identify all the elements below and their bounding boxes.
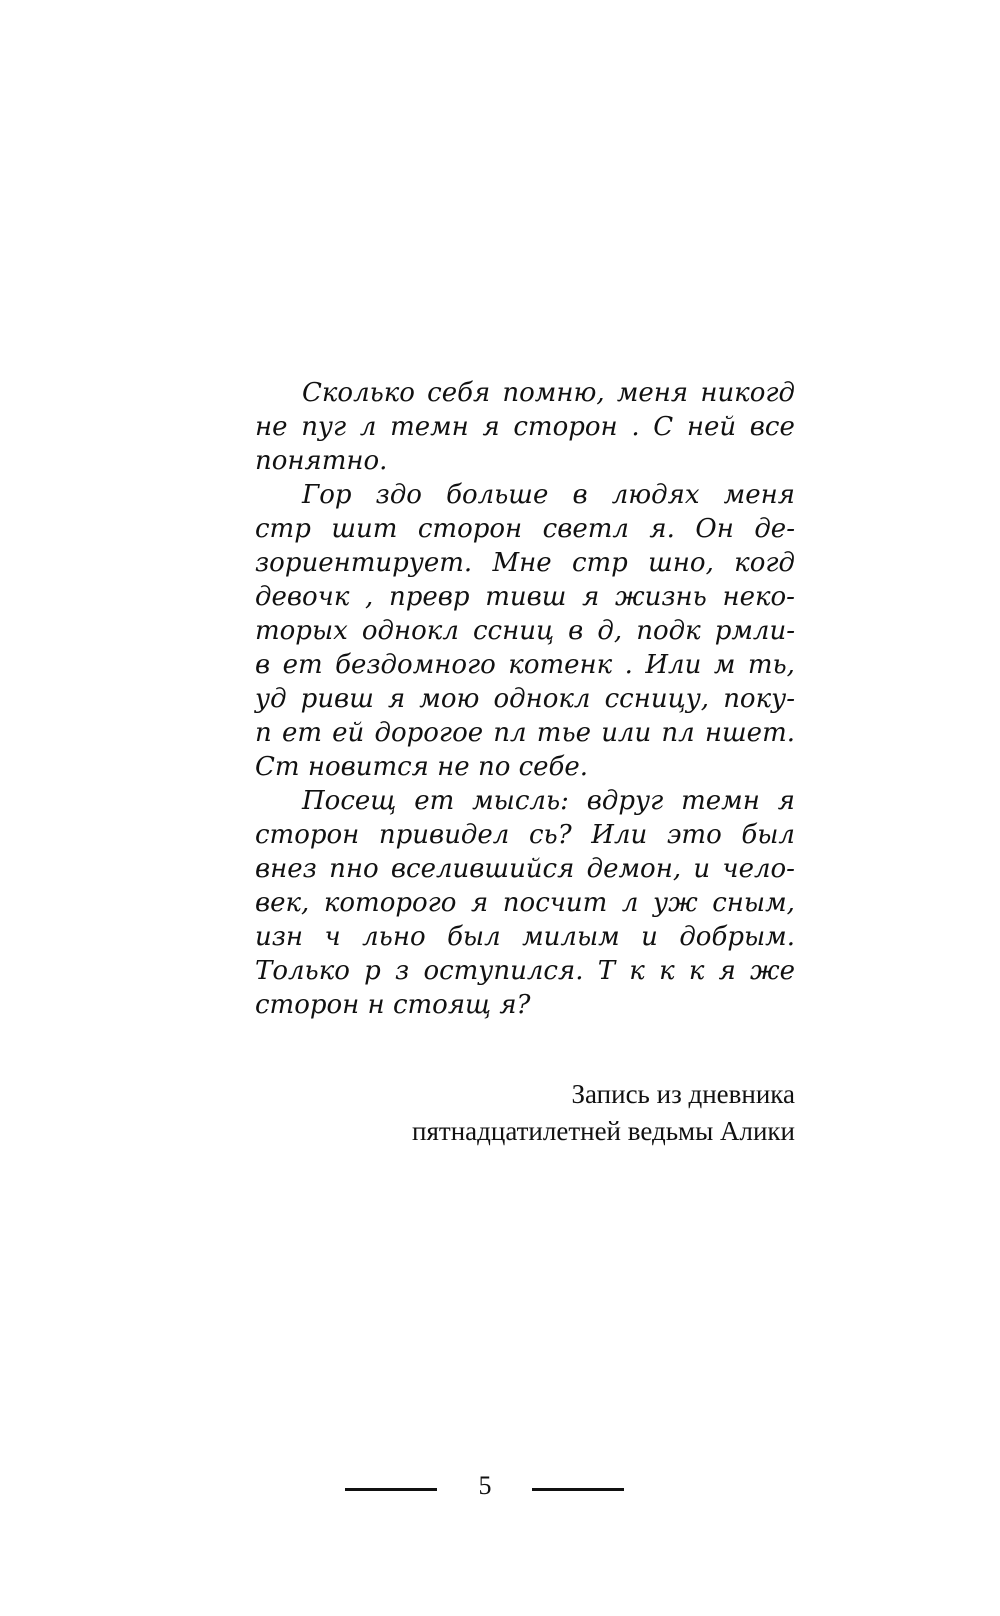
epigraph-word: я	[718, 956, 736, 986]
epigraph-line	[255, 546, 795, 580]
epigraph-word: тье	[536, 718, 591, 748]
footer-rule-left	[345, 1488, 437, 1491]
epigraph-word: з	[395, 956, 410, 986]
epigraph-word: светл	[542, 514, 629, 544]
epigraph-word: д,	[597, 616, 623, 646]
epigraph-word: уж	[653, 888, 698, 918]
epigraph-line	[255, 478, 795, 512]
epigraph-word: зориентирует.	[255, 548, 473, 578]
epigraph-word: я	[471, 888, 489, 918]
epigraph-word: поку-	[723, 684, 795, 714]
epigraph-word: в	[568, 616, 584, 646]
epigraph-line	[255, 784, 795, 818]
epigraph-line	[255, 716, 795, 750]
epigraph-word: Сколько	[302, 378, 415, 408]
epigraph-word: вдруг	[586, 786, 664, 816]
epigraph-word: .	[631, 412, 640, 442]
epigraph-word: которого	[323, 888, 457, 918]
footer-rule-right	[532, 1488, 624, 1491]
epigraph-word: уд	[255, 684, 287, 714]
epigraph-word: это	[666, 820, 722, 850]
epigraph-word: мою	[419, 684, 480, 714]
epigraph-word: когд	[734, 548, 795, 578]
epigraph-word: торых	[255, 616, 348, 646]
epigraph-line	[255, 954, 795, 988]
epigraph-line	[255, 648, 795, 682]
epigraph-word: ет	[282, 650, 323, 680]
page-number: 5	[478, 1471, 492, 1500]
epigraph-word: ншет.	[704, 718, 795, 748]
epigraph-word: себя	[427, 378, 491, 408]
epigraph-word: С	[653, 412, 674, 442]
epigraph-word: же	[750, 956, 795, 986]
epigraph-word: пл	[661, 718, 695, 748]
epigraph-word: не	[255, 412, 288, 442]
epigraph-line: сторон н стоящ я?	[255, 990, 531, 1020]
epigraph-word: темн	[681, 786, 760, 816]
epigraph-word: ть,	[747, 650, 795, 680]
epigraph-word: Только	[255, 956, 350, 986]
epigraph-word: девочк	[255, 582, 350, 612]
epigraph-word: ей	[332, 718, 365, 748]
epigraph-word: к	[659, 956, 675, 986]
epigraph-word: де-	[754, 514, 795, 544]
epigraph-word: неко-	[722, 582, 795, 612]
epigraph-line	[255, 818, 795, 852]
epigraph-word: стр	[255, 514, 311, 544]
epigraph-word: л	[359, 412, 377, 442]
epigraph-line	[255, 852, 795, 886]
epigraph-word: демон,	[586, 854, 682, 884]
epigraph-word: я	[387, 684, 406, 714]
epigraph-word: посчит	[502, 888, 608, 918]
epigraph-word: бездомного	[335, 650, 496, 680]
epigraph-word: я	[482, 412, 500, 442]
epigraph-word: пл	[493, 718, 527, 748]
epigraph-word: помню,	[502, 378, 605, 408]
epigraph-word: мысль:	[472, 786, 569, 816]
epigraph-word: привидел	[378, 820, 510, 850]
epigraph-word: и	[641, 922, 658, 952]
epigraph-word: вселившийся	[390, 854, 575, 884]
epigraph-word: Т	[597, 956, 616, 986]
epigraph-word: оступился.	[423, 956, 584, 986]
epigraph-line	[255, 614, 795, 648]
epigraph-word: был	[741, 820, 795, 850]
epigraph-word: был	[447, 922, 501, 952]
epigraph-line	[255, 920, 795, 954]
epigraph-word: и	[693, 854, 711, 884]
epigraph-word: здо	[375, 480, 422, 510]
epigraph-word: стр	[571, 548, 628, 578]
epigraph-word: или	[601, 718, 652, 748]
epigraph-word: Гор	[302, 480, 352, 510]
attribution-line-2: пятнадцатилетней ведьмы Алики	[412, 1116, 795, 1146]
epigraph-word: ет	[281, 718, 322, 748]
epigraph-word: тивш	[485, 582, 567, 612]
epigraph-line	[255, 682, 795, 716]
epigraph-word: превр	[389, 582, 470, 612]
epigraph-word: никогд	[700, 378, 795, 408]
epigraph-word: милым	[522, 922, 620, 952]
epigraph-word: шно,	[648, 548, 714, 578]
epigraph-word: дорогое	[374, 718, 484, 748]
page-footer	[0, 1468, 1000, 1508]
epigraph-word: век,	[255, 888, 310, 918]
epigraph-word: Он	[695, 514, 734, 544]
epigraph-line	[255, 580, 795, 614]
epigraph-word: ч	[324, 922, 341, 952]
epigraph-word: людях	[611, 480, 700, 510]
epigraph-word: котенк	[508, 650, 613, 680]
epigraph-line	[255, 410, 795, 444]
epigraph-word: в	[255, 650, 271, 680]
epigraph-word: льно	[362, 922, 426, 952]
epigraph-word: в	[572, 480, 588, 510]
epigraph-line: понятно.	[255, 446, 388, 476]
epigraph	[255, 376, 795, 1022]
epigraph-word: Мне	[492, 548, 552, 578]
epigraph-word: пно	[329, 854, 379, 884]
epigraph-word: внез	[255, 854, 317, 884]
epigraph-word: ссниц	[472, 616, 555, 646]
epigraph-word: я	[582, 582, 600, 612]
epigraph-word: сным,	[712, 888, 795, 918]
epigraph-line	[255, 512, 795, 546]
epigraph-word: однокл	[361, 616, 459, 646]
epigraph-word: Или	[645, 650, 702, 680]
epigraph-line: Ст новится не по себе.	[255, 752, 589, 782]
epigraph-line	[255, 376, 795, 410]
epigraph-word: ссницу,	[604, 684, 710, 714]
attribution-line-1: Запись из дневника	[571, 1079, 795, 1109]
epigraph-word: однокл	[493, 684, 591, 714]
epigraph-word: рмли-	[714, 616, 795, 646]
epigraph-word: р	[364, 956, 381, 986]
epigraph-line	[255, 886, 795, 920]
epigraph-word: подк	[636, 616, 701, 646]
epigraph-word: к	[629, 956, 645, 986]
epigraph-word: пуг	[301, 412, 347, 442]
epigraph-word: .	[624, 650, 633, 680]
epigraph-word: л	[621, 888, 639, 918]
epigraph-word: я	[777, 786, 795, 816]
epigraph-word: сторон	[513, 412, 618, 442]
epigraph-word: ривш	[300, 684, 374, 714]
epigraph-word: меня	[723, 480, 795, 510]
epigraph-word: шит	[331, 514, 398, 544]
epigraph-word: больше	[446, 480, 549, 510]
epigraph-word: темн	[390, 412, 469, 442]
epigraph-word: меня	[616, 378, 689, 408]
epigraph-word: м	[713, 650, 736, 680]
epigraph-word: жизнь	[615, 582, 707, 612]
epigraph-word: ней	[686, 412, 737, 442]
epigraph-word: ,	[365, 582, 374, 612]
epigraph-word: добрым.	[679, 922, 795, 952]
epigraph-word: Или	[591, 820, 648, 850]
epigraph-attribution	[412, 1076, 795, 1150]
epigraph-word: сторон	[255, 820, 360, 850]
epigraph-word: я.	[649, 514, 675, 544]
epigraph-word: п	[255, 718, 272, 748]
epigraph-word: ет	[414, 786, 455, 816]
epigraph-word: сторон	[417, 514, 523, 544]
epigraph-word: Посещ	[302, 786, 397, 816]
epigraph-word: сь?	[528, 820, 572, 850]
epigraph-word: чело-	[722, 854, 795, 884]
epigraph-word: к	[688, 956, 705, 986]
epigraph-word: изн	[255, 922, 304, 952]
epigraph-word: все	[749, 412, 795, 442]
